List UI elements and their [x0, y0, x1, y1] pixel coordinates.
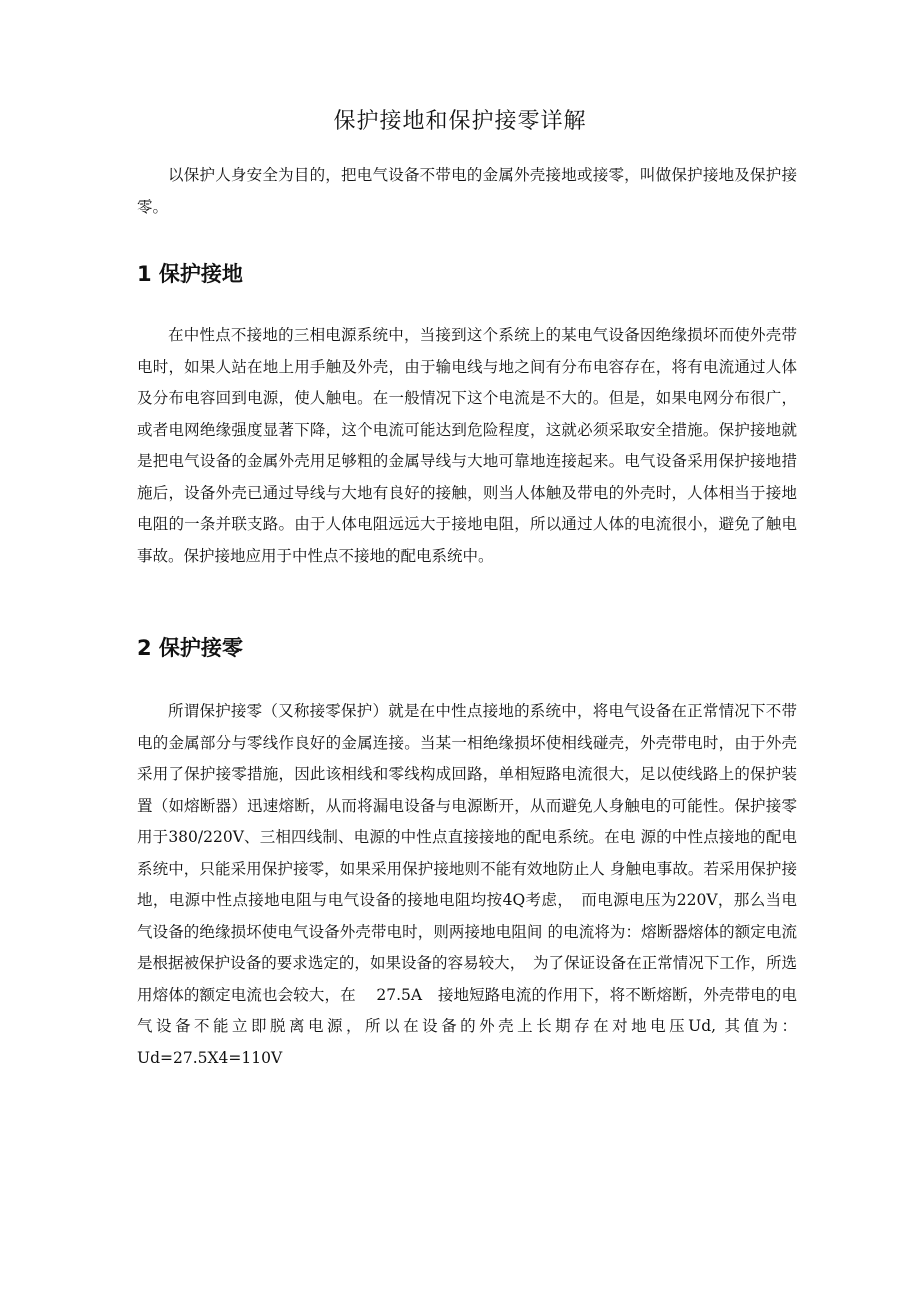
- intro-paragraph: 以保护人身安全为目的，把电气设备不带电的金属外壳接地或接零，叫做保护接地及保护接零。: [137, 166, 797, 216]
- section-heading-protective-grounding: 1 保护接地: [137, 262, 243, 286]
- document-title: 保护接地和保护接零详解: [333, 109, 587, 134]
- section-body-protective-grounding: 在中性点不接地的三相电源系统中，当接到这个系统上的某电气设备因绝缘损坏而使外壳带电时，如果人站在地上用手触及外壳，由于输电线与地之间有分布电容存在，将有电流通过人体及分布电容回到电源，使人触电。在一般情况下这个电流是不大的。但是，如果电网分布很广，或者电网绝缘强度显著下降，这个电流可能达到危险程度，这就必须采取安全措施。保护接地就是把电气设备的金属外壳用足够粗的金属导线与大地可靠地连接起来。电气设备采用保护接地措施后，设备外壳已通过导线与大地有良好的接触，则当人体触及带电的外壳时，人体相当于接地电阻的一条并联支路。由于人体电阻远远大于接地电阻，所以通过人体的电流很小，避免了触电事故。保护接地应用于中性点不接地的配电系统中。: [137, 326, 797, 565]
- section-body-protective-neutral: 所谓保护接零（又称接零保护）就是在中性点接地的系统中，将电气设备在正常情况下不带电的金属部分与零线作良好的金属连接。当某一相绝缘损坏使相线碰壳，外壳带电时，由于外壳采用了保护接零措施，因此该相线和零线构成回路，单相短路电流很大，足以使线路上的保护装置（如熔断器）迅速熔断，从而将漏电设备与电源断开，从而避免人身触电的可能性。保护接零用于380/220V、三相四线制、电源的中性点直接接地的配电系统。在电 源的中性点接地的配电系统中，只能采用保护接零，如果采用保护接地则不能有效地防止人 身触电事故。若采用保护接地，电源中性点接地电阻与电气设备的接地电阻均按4Q考虑， 而电源电压为220V，那么当电气设备的绝缘损坏使电气设备外壳带电时，则两接地电阻间 的电流将为：熔断器熔体的额定电流是根据被保护设备的要求选定的，如果设备的容易较大， 为了保证设备在正常情况下工作，所选用熔体的额定电流也会较大，在 27.5A 接地短路电流的作用下，将不断熔断，外壳带电的电气设备不能立即脱离电源，所以在设备的外壳上长期存在对地电压Ud, 其值为：Ud=27.5X4=110V: [137, 702, 797, 1067]
- section-heading-protective-neutral: 2 保护接零: [137, 636, 243, 660]
